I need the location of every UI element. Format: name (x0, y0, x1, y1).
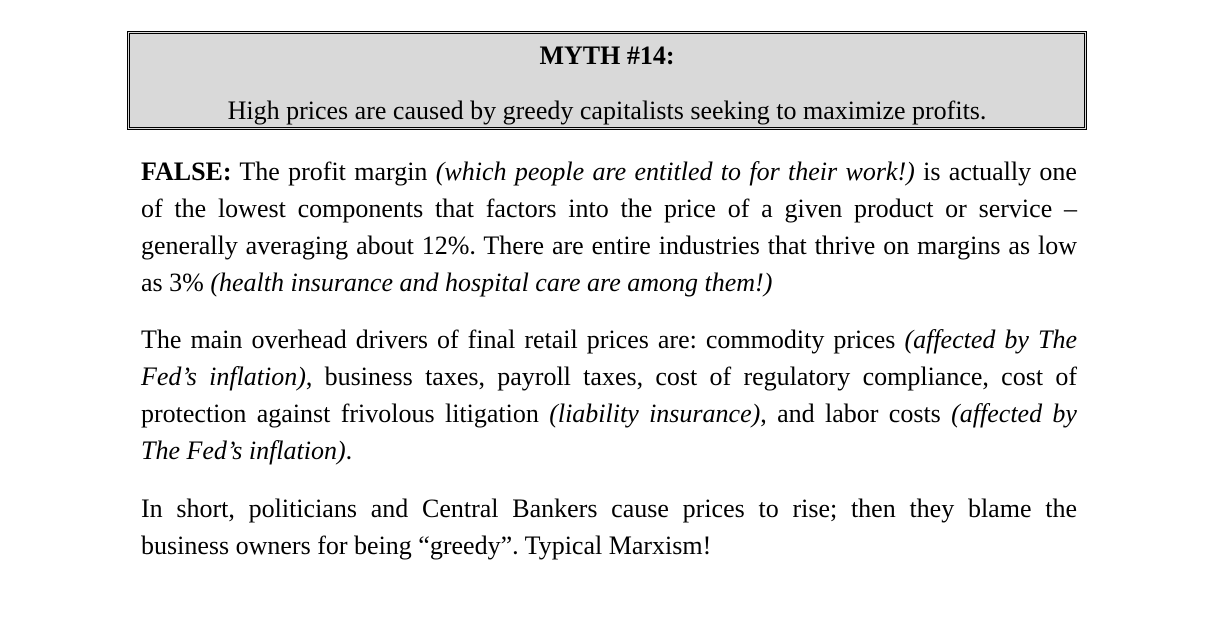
drivers-aside-b: (liability insurance) (549, 399, 761, 428)
conclusion-text: In short, politicians and Central Bankers cause prices to rise; then they blame the business owners for being “greedy”. Typical Marxism! (141, 494, 1077, 560)
drivers-aside-c: (affected by The Fed’s inflation) (141, 399, 1077, 465)
drivers-text-b: , business taxes, payroll taxes, cost of regulatory compliance, cost of protection against frivolous litigation (141, 362, 1077, 428)
rebuttal-text-a: The profit margin (231, 157, 436, 186)
conclusion-paragraph (141, 490, 1077, 564)
rebuttal-aside-a: (which people are entitled to for their work!) (435, 157, 915, 186)
myth-title: MYTH #14: (539, 41, 675, 70)
drivers-text-d: . (345, 436, 353, 465)
drivers-text-a: The main overhead drivers of final retail prices are: commodity prices (141, 325, 905, 354)
drivers-text-c: , and labor costs (760, 399, 952, 428)
drivers-aside-a: (affected by The Fed’s inflation) (141, 325, 1077, 391)
rebuttal-aside-b: (health insurance and hospital care are among them!) (210, 268, 773, 297)
price-drivers-paragraph (141, 321, 1077, 469)
false-label: FALSE: (141, 157, 232, 186)
myth-statement: High prices are caused by greedy capitalists seeking to maximize profits. (227, 96, 987, 125)
rebuttal-text-b: is actually one of the lowest components that factors into the price of a given product or service – generally averaging about 12%. There are entire industries that thrive on margins as low as 3% (141, 157, 1077, 297)
rebuttal-paragraph (141, 153, 1077, 301)
myth-callout-box (127, 31, 1087, 130)
